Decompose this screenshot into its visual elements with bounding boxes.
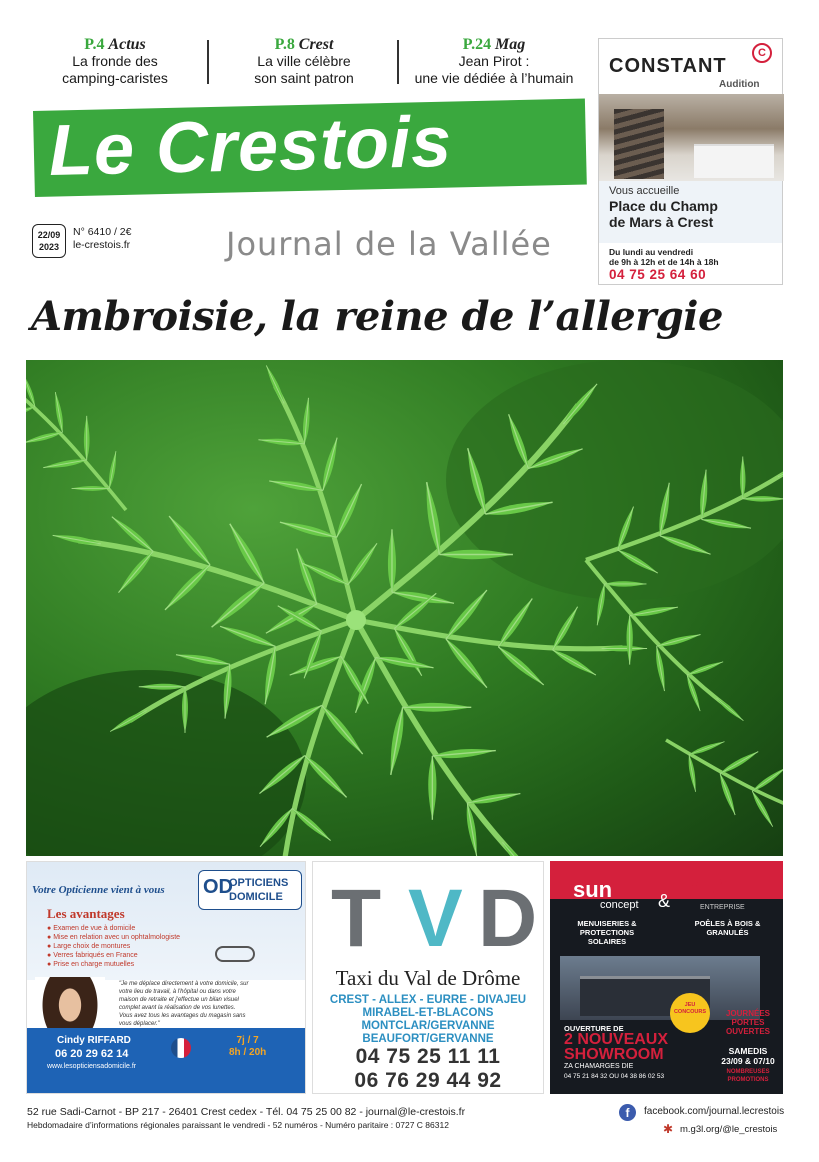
opening-days: 7j / 7 <box>236 1035 259 1046</box>
open-days-title: JOURNÉES PORTES OUVERTES <box>725 1009 770 1036</box>
open-days-label: SAMEDIS <box>728 1046 768 1056</box>
list-item: ● Mise en relation avec un ophtalmologiste <box>47 934 181 941</box>
teaser-text: La fronde des <box>72 53 158 69</box>
issue-date-year: 2023 <box>38 242 60 252</box>
benefits-title: Les avantages <box>47 906 125 921</box>
list-item: ● Examen de vue à domicile <box>47 925 136 932</box>
france-flag-icon <box>171 1038 191 1058</box>
services-right: POÊLES À BOIS & GRANULÉS <box>694 919 761 937</box>
masthead-title: Le Crestois <box>48 101 453 191</box>
teaser-actus[interactable] <box>52 36 178 87</box>
optician-phone: 06 20 29 62 14 <box>55 1048 129 1060</box>
ad-brand-sub: Audition <box>719 79 760 90</box>
footer-address: 52 rue Sadi-Carnot - BP 217 - 26401 Crest cedex - Tél. 04 75 25 00 82 - journal@le-crestois.fr <box>27 1106 466 1118</box>
teaser-text: camping-caristes <box>62 70 168 86</box>
opticiens-logo <box>198 870 302 910</box>
masthead-subtitle: Journal de la Vallée <box>226 225 552 263</box>
town-line: BEAUFORT/GERVANNE <box>362 1033 494 1045</box>
teaser-page: P.24 <box>462 36 492 53</box>
ad-welcome: Vous accueille <box>609 185 680 197</box>
contest-badge: JEU CONCOURS <box>670 993 710 1033</box>
social-link[interactable]: m.g3l.org/@le_crestois <box>680 1124 778 1135</box>
open-days-dates <box>716 1046 780 1066</box>
list-item: ● Large choix de montures <box>47 943 131 950</box>
showroom-location: ZA CHAMARGES DIE <box>564 1063 634 1070</box>
ad-taxi-val-de-drome[interactable] <box>312 861 544 1094</box>
opening-time: 8h / 20h <box>229 1047 267 1058</box>
sun-logo: sun <box>573 877 613 902</box>
taxi-name: Taxi du Val de Drôme <box>335 966 521 990</box>
opening-hours <box>229 1035 266 1059</box>
main-photo-ragweed[interactable] <box>26 360 783 856</box>
ad-sun-concept-tm[interactable] <box>550 861 783 1094</box>
ad-desk-graphic <box>694 144 774 178</box>
teaser-crest[interactable] <box>232 36 376 87</box>
ad-hours-line: Du lundi au vendredi <box>609 247 694 257</box>
foliage-illustration <box>26 360 783 856</box>
taxi-towns <box>313 994 543 1046</box>
tm-logo-sub: ENTREPRISE <box>700 904 745 911</box>
headline[interactable]: Ambroisie, la reine de l’allergie <box>31 293 723 340</box>
showroom-line: SHOWROOM <box>564 1046 664 1063</box>
taxi-phone: 04 75 25 11 11 <box>355 1045 501 1068</box>
glasses-icon <box>215 946 255 962</box>
optician-name: Cindy RIFFARD <box>57 1035 131 1046</box>
taxi-phones <box>313 1045 543 1093</box>
website-link[interactable]: le-crestois.fr <box>73 239 131 251</box>
logo-text: DOMICILE <box>229 891 283 903</box>
teaser-section: Mag <box>494 36 526 53</box>
ad-location <box>609 198 718 230</box>
optician-website[interactable]: www.lesopticiensadomicile.fr <box>47 1063 137 1070</box>
opticiens-logo-icon: OD <box>203 876 233 898</box>
teaser-page: P.8 <box>274 36 295 53</box>
issue-info <box>73 226 132 252</box>
teaser-text: Jean Pirot : <box>458 53 530 69</box>
ad-stairs-graphic <box>614 109 664 179</box>
ad-phone: 04 75 25 64 60 <box>609 267 707 282</box>
ad-location-line: de Mars à Crest <box>609 214 714 230</box>
teaser-section: Actus <box>108 36 146 53</box>
divider <box>207 40 209 84</box>
benefits-list <box>47 924 180 969</box>
tvd-logo-letter: V <box>408 873 463 964</box>
constant-logo-icon: C <box>752 43 772 63</box>
divider <box>397 40 399 84</box>
logo-text: OPTICIENS <box>229 877 289 889</box>
teaser-text: son saint patron <box>254 70 354 86</box>
services-left: MENUISERIES & PROTECTIONS SOLAIRES <box>577 919 637 946</box>
footer-info: Hebdomadaire d’informations régionales paraissant le vendredi - 52 numéros - Numéro paritaire : 0727 C 86312 <box>27 1120 449 1130</box>
ad-quote: "Je me déplace directement à votre domicile, sur votre lieu de travail, à l'hôpital ou dans votre maison de retraite et j'effectue un bilan visuel complet avant la réalisation de vos lunettes. Vous avez tous les avantages du magasin sans vous déplacer." <box>119 981 249 1027</box>
facebook-icon: f <box>619 1104 636 1121</box>
teaser-mag[interactable] <box>412 36 576 87</box>
showroom-phones: 04 75 21 84 32 OU 04 38 86 02 53 <box>564 1073 665 1080</box>
facebook-link[interactable]: facebook.com/journal.lecrestois <box>644 1106 785 1117</box>
ad-opticiens-domicile[interactable] <box>26 861 306 1094</box>
tvd-logo-letter: T <box>331 873 382 964</box>
showroom-line: 2 NOUVEAUX <box>564 1031 669 1048</box>
town-line: MONTCLAR/GERVANNE <box>361 1020 495 1032</box>
ad-tagline: Votre Opticienne vient à vous <box>32 884 165 896</box>
tm-logo: TM' <box>685 873 733 904</box>
ad-brand: CONSTANT <box>609 55 727 77</box>
teaser-section: Crest <box>298 36 334 53</box>
list-item: ● Prise en charge mutuelles <box>47 961 135 968</box>
teaser-text: une vie dédiée à l’humain <box>414 70 574 86</box>
ad-location-line: Place du Champ <box>609 198 718 214</box>
issue-date-day: 22/09 <box>37 230 61 240</box>
taxi-phone: 06 76 29 44 92 <box>354 1069 502 1092</box>
opening-label: OUVERTURE DE <box>564 1024 624 1033</box>
ampersand: & <box>658 891 671 911</box>
teaser-text: La ville célèbre <box>257 53 351 69</box>
ad-constant-audition[interactable] <box>598 38 783 285</box>
ad-hours-line: de 9h à 12h et de 14h à 18h <box>609 257 719 267</box>
teaser-page: P.4 <box>84 36 105 53</box>
town-line: MIRABEL-ET-BLACONS <box>362 1007 494 1019</box>
promotions-label: NOMBREUSES PROMOTIONS <box>726 1069 770 1083</box>
issue-number: N° 6410 / 2€ <box>73 226 132 238</box>
open-days-value: 23/09 & 07/10 <box>721 1056 775 1066</box>
social-icon: ✱ <box>663 1122 674 1136</box>
issue-date <box>32 224 66 258</box>
list-item: ● Verres fabriqués en France <box>47 952 138 959</box>
ad-hours <box>609 247 719 267</box>
town-line: CREST - ALLEX - EURRE - DIVAJEU <box>329 994 527 1006</box>
showroom-title <box>564 1032 668 1062</box>
sun-logo-sub: concept <box>600 899 639 911</box>
tvd-logo-letter: D <box>478 873 538 964</box>
